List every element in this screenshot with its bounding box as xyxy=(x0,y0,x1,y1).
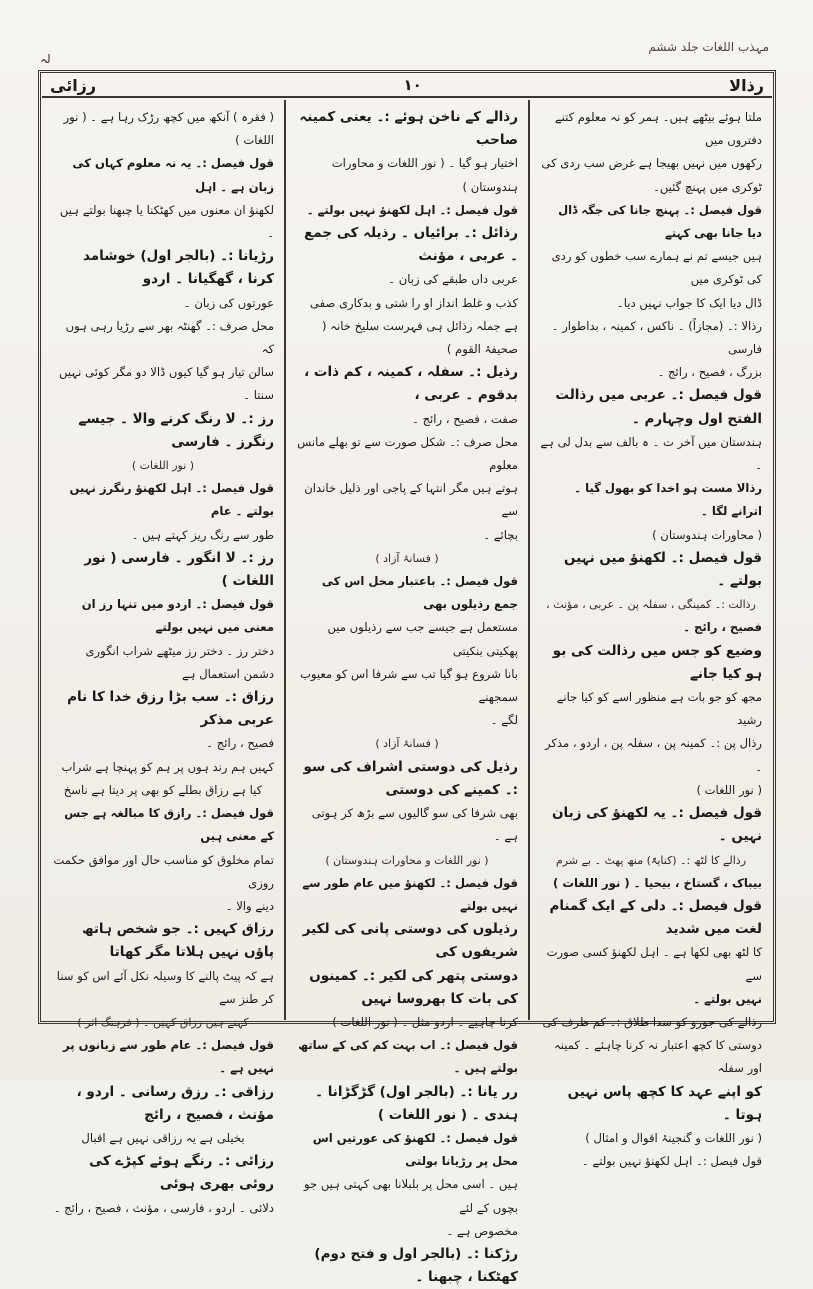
line: بزرگ ، فصیح ، رائج ۔ xyxy=(657,365,762,380)
line: بانا شروع ہو گیا تب سے شرفا اس کو معیوب سمجھنے xyxy=(299,666,518,705)
line: ( نور اللغات و گنجینۂ اقوال و امثال ) xyxy=(585,1130,762,1145)
columns xyxy=(42,100,772,1286)
line: صفت ، فصیح ، رائج ۔ xyxy=(412,411,518,426)
line: بھی شرفا کی سو گالیوں سے بڑھ کر ہوتی ہے ۔ xyxy=(311,806,518,844)
headword: رڑیانا :۔ (بالجر اول) خوشامد کرنا ، گھگیانا ۔ اردو xyxy=(82,248,274,288)
source: ( نور اللغات ) xyxy=(131,459,195,473)
line: عورتوں کی زبان ۔ xyxy=(183,295,274,310)
line: قول فیصل :۔ عام طور سے زبانوں پر نہیں ہے ۔ xyxy=(63,1038,274,1076)
headword: رذیلوں کی دوستی پانی کی لکیر شریفوں کی xyxy=(302,921,518,961)
headword: کو اپنے عہد کا کچھ پاس نہیں ہوتا ۔ xyxy=(567,1083,762,1123)
line: ہیں ۔ اسی محل پر بلبلانا بھی کہتی ہیں جو بچوں کے لئے xyxy=(304,1177,518,1215)
line: رذالا مست ہو اخدا کو بھول گیا ۔ اترانے لگا ۔ xyxy=(574,481,762,519)
headword: رزاق کہیں :۔ جو شخص ہاتھ پاؤں نہیں ہلاتا مگر کھاتا xyxy=(81,921,274,961)
line: ہے کہ پیٹ پالنے کا وسیلہ نکل آئے اس کو سنا کر طنز سے xyxy=(56,968,274,1006)
line: رذالا :۔ (مجازاً) ۔ ناکس ، کمینہ ، بداطوار ۔ فارسی xyxy=(551,318,762,357)
line: قول فیصل :۔ لکھنؤ کی عورتیں اس محل پر رڑیانا بولتی xyxy=(312,1130,518,1169)
column-left xyxy=(42,100,286,1215)
line: مجھ کو جو بات ہے منظور اسے کو کیا جانے رشید xyxy=(556,690,762,728)
line: لکھنؤ ان معنوں میں کھٹکنا یا چبھنا بولتے ہیں ۔ xyxy=(59,202,274,241)
line: بخیلی ہے یہ رزاقی نہیں ہے اقبال xyxy=(81,1130,245,1145)
line: کیا ہے رزاق بطلے کو بھی پر دیتا ہے ناسخ xyxy=(63,782,263,797)
line: رکھوں میں نہیں بھیجا ہے غرض سب ردی کی ٹوکری میں پہنچ گئیں۔ xyxy=(541,156,762,194)
headword: قول فیصل :۔ یہ لکھنؤ کی زبان نہیں ۔ xyxy=(552,805,762,845)
line: دلائی ۔ اردو ، فارسی ، مؤنث ، فصیح ، رائج ۔ xyxy=(53,1200,274,1215)
line: قول فیصل :۔ اہل لکھنؤ نہیں بولتے ۔ xyxy=(306,202,518,217)
column-middle xyxy=(286,100,530,1286)
line: فصیح ، رائج ۔ xyxy=(206,736,274,751)
headword: دوستی پتھر کی لکیر :۔ کمینوں کی بات کا بھروسا نہیں xyxy=(309,967,518,1007)
line: ہیں جیسے تم نے ہمارے سب خطوں کو ردی کی ٹوکری میں xyxy=(551,249,762,287)
line: عربی داں طبقے کی زبان ۔ xyxy=(388,272,518,287)
header-row xyxy=(42,74,772,98)
line: سالن تیار ہو گیا کیوں ڈالا دو مگر کوئی نہیں سنتا ۔ xyxy=(59,365,274,403)
line: فصیح ، رائج ۔ xyxy=(683,620,762,635)
header-right-word: رذالا xyxy=(729,75,764,95)
line: قول فیصل :۔ اہل لکھنؤ نہیں بولتے ۔ xyxy=(581,1154,762,1169)
line: قول فیصل :۔ باعتبار محل اس کی جمع رذیلوں بھی xyxy=(321,574,518,612)
line: لگے ۔ xyxy=(490,713,518,728)
headword: قول فیصل :۔ دلی کے ایک گمنام لغت میں شدید xyxy=(549,897,762,938)
source: ( فسانۂ آزاد ) xyxy=(375,737,439,751)
line: بیباک ، گستاخ ، بیحیا ۔ ( نور اللغات ) xyxy=(553,875,762,890)
source: کہتے ہیں رزاق کہیں ۔ ( فرہنگ اثر ) xyxy=(77,1015,249,1029)
line: ڈال دیا ایک کا جواب نہیں دیا۔ xyxy=(616,295,762,310)
headword: قول فیصل :۔ لکھنؤ میں نہیں بولتے ۔ xyxy=(564,549,762,590)
line: کذب و غلط انداز او را شتی و بدکاری صفی xyxy=(309,295,518,310)
source: ( فسانۂ آزاد ) xyxy=(375,551,439,565)
line: دینے والا ۔ xyxy=(225,898,274,913)
line: کرنا چاہیے ۔ اردو مثل ۔ ( نور اللغات ) xyxy=(332,1014,518,1029)
headword: رزاقی :۔ رزق رسانی ۔ اردو ، مؤنث ، فصیح ، رائج xyxy=(76,1083,274,1123)
line: ملتا ہوئے بیٹھے ہیں۔ ہمر کو نہ معلوم کتنے دفتروں میں xyxy=(554,110,762,148)
line: بچائے ۔ xyxy=(483,527,518,542)
source: رذالت :۔ کمینگی ، سفلہ پن ۔ عربی ، مؤنث ، xyxy=(546,598,756,612)
headword: رذائل :۔ برائیاں ۔ رذیلہ کی جمع ۔ عربی ، مؤنث xyxy=(304,225,518,265)
line: قول فیصل :۔ پہنچ جانا کی جگہ ڈال دیا جانا بھی کہتے xyxy=(558,202,762,241)
line: مخصوص ہے ۔ xyxy=(446,1223,518,1238)
line: تمام مخلوق کو مناسب حال اور موافق حکمت روزی xyxy=(53,852,274,890)
line: ہوتے ہیں مگر انتہا کے پاجی اور ذلیل خاندان سے xyxy=(304,481,518,519)
line: ہے جملہ رذائل ہی فہرست سلیخ خانہ ( صحیفۂ القوم ) xyxy=(322,318,518,357)
line: ( فقرہ ) آنکھ میں کچھ رڑک رہا ہے ۔ ( نور اللغات ) xyxy=(63,110,274,148)
column-right xyxy=(530,100,772,1169)
line: ہندستان میں آخر ت ۔ ہ بالف سے بدل لی ہے ۔ xyxy=(540,434,762,473)
headword: رذالے کے ناخن ہوئے :۔ یعنی کمینہ صاحب xyxy=(299,109,518,149)
line: طور سے رنگ ریز کہتے ہیں ۔ xyxy=(131,527,274,542)
headword: رزائی :۔ رنگے ہوئے کپڑے کی روئی بھری ہوئی xyxy=(89,1153,274,1193)
line: نہیں بولتے ۔ xyxy=(693,991,762,1006)
headword: رز :۔ لا رنگ کرنے والا ۔ جیسے رنگرز ۔ فارسی xyxy=(78,410,274,450)
line: قول فیصل :۔ رازق کا مبالغہ ہے جس کے معنی ہیں xyxy=(64,806,274,844)
corner-mark: لہ xyxy=(40,52,51,66)
running-title: مہذب اللغات جلد ششم xyxy=(648,40,769,54)
headword: رزاق :۔ سب بڑا رزق خدا کا نام عربی مذکر xyxy=(67,689,274,729)
page-number: ۱۰ xyxy=(403,76,422,94)
line: محل صرف :۔ شکل صورت سے تو بھلے مانس معلوم xyxy=(297,434,518,473)
line: ( نور اللغات ) xyxy=(696,782,762,797)
headword: رذیل کی دوستی اشراف کی سو :۔ کمینے کی دوستی xyxy=(303,758,518,798)
headword: رڑکنا :۔ (بالجر اول و فتح دوم) کھٹکنا ، چبھنا ۔ xyxy=(314,1245,518,1286)
line: رذال پن :۔ کمینہ پن ، سفلہ پن ، اردو ، مذکر ۔ xyxy=(544,736,762,774)
headword: قول فیصل :۔ عربی میں رذالت الفتح اول وچہارم ۔ xyxy=(555,387,762,427)
header-left-word: رزائی xyxy=(50,75,97,95)
source: ( نور اللغات و محاورات ہندوستان ) xyxy=(325,853,489,867)
line: ( محاورات ہندوستان ) xyxy=(652,527,762,542)
headword: رذیل :۔ سفلہ ، کمینہ ، کم ذات ، بدقوم ۔ عربی ، xyxy=(304,364,518,404)
line: قول فیصل :۔ یہ نہ معلوم کہاں کی زبان ہے ۔ اہل xyxy=(72,156,274,194)
source: رذالے کا لٹھ :۔ (کنایۃً) منھ پھٹ ۔ بے شرم xyxy=(555,853,747,867)
line: کا لٹھ بھی لکھا ہے ۔ اہل لکھنؤ کسی صورت سے xyxy=(546,945,762,983)
headword: رر یانا :۔ (بالجر اول) گڑگڑانا ۔ ہندی ۔ ( نور اللغات ) xyxy=(315,1083,518,1123)
headword: وضیع کو جس میں رذالت کی بو ہو کیا جانے xyxy=(552,642,762,682)
line: اختیار ہو گیا ۔ ( نور اللغات و محاورات ہندوستان ) xyxy=(331,156,518,194)
line: قول فیصل :۔ اہل لکھنؤ رنگرز نہیں بولتے ۔ عام xyxy=(69,481,274,519)
line: رذالے کی جورو کو سدا طلاق :۔ کم ظرف کی xyxy=(542,1014,762,1029)
line: قول فیصل :۔ لکھنؤ میں عام طور سے نہیں بولتے xyxy=(302,875,518,913)
line: کہیں ہم رند ہوں پر ہم کو پہنچا ہے شراب xyxy=(61,759,274,774)
line: دختر رز ۔ دختر رز میٹھے شراب انگوری دشمن استعمال ہے xyxy=(85,643,274,681)
line: مستعمل ہے جیسے جب سے رذیلوں میں پھکیتی بنکیتی xyxy=(327,620,518,658)
line: محل صرف :۔ گھنٹہ بھر سے رڑیا رہی ہوں کہ xyxy=(65,318,274,357)
line: دوستی کا کچھ اعتبار نہ کرنا چاہئے ۔ کمینہ اور سفلہ xyxy=(553,1038,762,1076)
headword: رز :۔ لا انگور ۔ فارسی ( نور اللغات ) xyxy=(84,549,274,590)
line: قول فیصل :۔ اردو میں تنہا رز ان معنی میں نہیں بولتے xyxy=(81,597,274,635)
line: قول فیصل :۔ اب بہت کم کی کے ساتھ بولتے ہیں ۔ xyxy=(298,1038,518,1076)
